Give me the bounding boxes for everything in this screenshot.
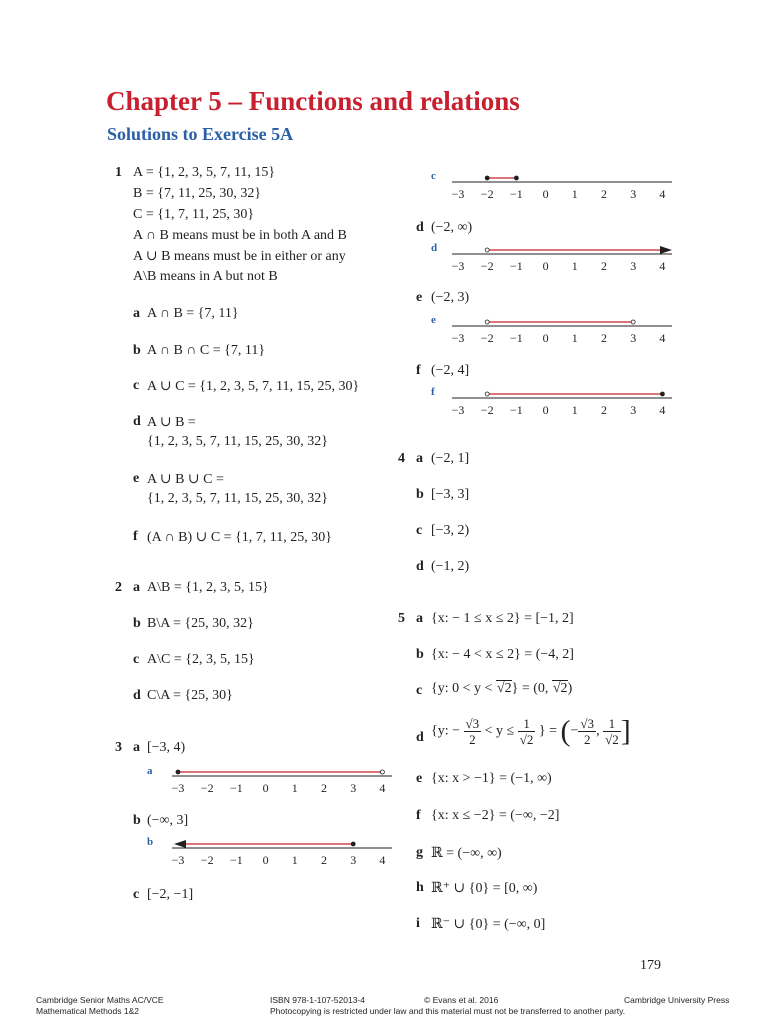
q3e-numberline-letter: e: [431, 314, 436, 326]
number-line-tick-label: 0: [542, 403, 549, 417]
q5a-label: a: [416, 611, 423, 626]
q3b-numberline-letter: b: [147, 836, 154, 848]
q5f-label: f: [416, 808, 421, 823]
q1-set-c: C = {1, 7, 11, 25, 30}: [133, 207, 255, 222]
number-line-tick-label: 3: [350, 781, 357, 795]
q3e-interval: (−2, 3): [431, 290, 470, 305]
q1-set-b: B = {7, 11, 25, 30, 32}: [133, 186, 262, 201]
footer-book-series: Cambridge Senior Maths AC/VCE: [36, 995, 164, 1005]
q5c-answer: {y: 0 < y < √2} = (0, √2): [431, 681, 573, 696]
number-line-tick-label: 1: [291, 781, 298, 795]
number-line-tick-label: −3: [171, 853, 185, 867]
q3e-number-line: [450, 310, 680, 348]
number-line-tick-label: 4: [659, 403, 666, 417]
q4b-answer: [−3, 3]: [431, 487, 470, 502]
number-line-tick-label: −3: [451, 259, 465, 273]
number-line-tick-label: −3: [451, 331, 465, 345]
number-line-tick-label: 4: [659, 187, 666, 201]
open-endpoint: [631, 320, 635, 324]
q3a-interval: [−3, 4): [147, 740, 186, 755]
q3a-label: a: [133, 740, 140, 755]
open-endpoint: [485, 392, 489, 396]
number-line-tick-label: 0: [262, 781, 269, 795]
footer-isbn: ISBN 978-1-107-52013-4: [270, 995, 365, 1005]
number-line-tick-label: −2: [480, 259, 494, 273]
q2c-answer: A\C = {2, 3, 5, 15}: [147, 652, 255, 667]
q4a-answer: (−2, 1]: [431, 451, 470, 466]
number-line-tick-label: 4: [659, 331, 666, 345]
q5d-fraction-2: $\frac{1}{√2}$: [519, 716, 534, 747]
q5d-fraction-1: $\frac{√3}{2}$: [465, 716, 480, 747]
q5i-label: i: [416, 916, 420, 931]
q1c-label: c: [133, 378, 140, 393]
q5g-answer: ℝ = (−∞, ∞): [431, 846, 502, 861]
chapter-title: Chapter 5 – Functions and relations: [106, 86, 520, 116]
q2a-label: a: [133, 580, 140, 595]
q3e-label: e: [416, 290, 423, 305]
q5d-answer: {y: − $\frac{√3}{2}$ < y ≤ $\frac{1}{√2}$ } = (− $\frac{√3}{2}$ , $\frac{1}{√2}$ ]: [431, 714, 631, 748]
q3f-numberline-letter: f: [431, 386, 435, 398]
number-line-tick-label: −3: [451, 187, 465, 201]
number-line-tick-label: −2: [200, 781, 214, 795]
q4b-label: b: [416, 487, 424, 502]
q3c-interval: [−2, −1]: [147, 887, 194, 902]
q3c-label: c: [133, 887, 140, 902]
number-line-tick-label: 2: [601, 331, 607, 345]
q2c-label: c: [133, 652, 140, 667]
q2b-answer: B\A = {25, 30, 32}: [147, 616, 254, 631]
footer-notice: Photocopying is restricted under law and this material must not be transferred to another party.: [270, 1006, 626, 1016]
q1-set-a: A = {1, 2, 3, 5, 7, 11, 15}: [133, 165, 276, 180]
q5h-label: h: [416, 880, 424, 895]
q1b-answer: A ∩ B ∩ C = {7, 11}: [147, 343, 266, 358]
question-number-3: 3: [115, 740, 122, 755]
number-line-tick-label: 2: [321, 781, 327, 795]
q4d-label: d: [416, 559, 424, 574]
q5g-label: g: [416, 845, 423, 860]
number-line-tick-label: 4: [379, 781, 386, 795]
q5d-fraction-3: $\frac{√3}{2}$: [580, 716, 595, 747]
q1d-answer-cont: {1, 2, 3, 5, 7, 11, 15, 25, 30, 32}: [147, 434, 328, 449]
number-line-tick-label: 1: [571, 259, 578, 273]
q1-note-union: A ∪ B means must be in either or any: [133, 249, 346, 264]
footer-copyright: © Evans et al. 2016: [424, 995, 499, 1005]
number-line-tick-label: 2: [601, 259, 607, 273]
number-line-tick-label: 0: [542, 259, 549, 273]
q2d-label: d: [133, 688, 141, 703]
q5f-answer: {x: x ≤ −2} = (−∞, −2]: [431, 808, 560, 823]
q1-note-difference: A\B means in A but not B: [133, 269, 278, 284]
number-line-tick-label: 3: [630, 403, 637, 417]
q1-note-intersection: A ∩ B means must be in both A and B: [133, 228, 347, 243]
q1f-answer: (A ∩ B) ∪ C = {1, 7, 11, 25, 30}: [147, 530, 332, 545]
closed-endpoint: [660, 392, 664, 396]
q3d-label: d: [416, 220, 424, 235]
number-line-tick-label: 2: [321, 853, 327, 867]
question-number-1: 1: [115, 165, 122, 180]
closed-endpoint: [351, 842, 355, 846]
q5d-fraction-4: $\frac{1}{√2}$: [605, 716, 619, 747]
q5c-sqrt-2: √2: [552, 681, 568, 696]
q1a-label: a: [133, 306, 140, 321]
open-endpoint: [380, 770, 384, 774]
number-line-tick-label: 1: [291, 853, 298, 867]
q3f-number-line: [450, 382, 680, 420]
number-line-tick-label: 1: [571, 331, 578, 345]
right-arrow-icon: [660, 246, 672, 254]
left-arrow-icon: [174, 840, 186, 848]
q3d-interval: (−2, ∞): [431, 220, 473, 235]
q3d-numberline-letter: d: [431, 242, 438, 254]
q1d-label: d: [133, 414, 141, 429]
q1f-label: f: [133, 529, 138, 544]
q3f-interval: (−2, 4]: [431, 363, 470, 378]
number-line-tick-label: 4: [379, 853, 386, 867]
number-line-tick-label: 3: [350, 853, 357, 867]
number-line-tick-label: −2: [480, 187, 494, 201]
closed-endpoint: [176, 770, 180, 774]
q1e-label: e: [133, 471, 140, 486]
number-line-tick-label: −1: [510, 403, 523, 417]
q5b-label: b: [416, 647, 424, 662]
q4d-answer: (−1, 2): [431, 559, 470, 574]
closed-endpoint: [514, 176, 518, 180]
number-line-tick-label: −1: [230, 853, 243, 867]
q2a-answer: A\B = {1, 2, 3, 5, 15}: [147, 580, 269, 595]
q3d-number-line: [450, 238, 680, 276]
question-number-4: 4: [398, 451, 405, 466]
q3f-label: f: [416, 363, 421, 378]
q1c-answer: A ∪ C = {1, 2, 3, 5, 7, 11, 15, 25, 30}: [147, 379, 360, 394]
q5e-label: e: [416, 771, 423, 786]
q1e-answer-cont: {1, 2, 3, 5, 7, 11, 15, 25, 30, 32}: [147, 491, 328, 506]
number-line-tick-label: 3: [630, 331, 637, 345]
q1a-answer: A ∩ B = {7, 11}: [147, 306, 239, 321]
q5b-answer: {x: − 4 < x ≤ 2} = (−4, 2]: [431, 647, 574, 662]
q3b-label: b: [133, 813, 141, 828]
footer-book-title: Mathematical Methods 1&2: [36, 1006, 139, 1016]
number-line-tick-label: 4: [659, 259, 666, 273]
number-line-tick-label: 1: [571, 187, 578, 201]
question-number-5: 5: [398, 611, 405, 626]
number-line-tick-label: −3: [171, 781, 185, 795]
q5i-answer: ℝ⁻ ∪ {0} = (−∞, 0]: [431, 917, 546, 932]
number-line-tick-label: −1: [510, 331, 523, 345]
q3a-numberline-letter: a: [147, 765, 153, 777]
question-number-2: 2: [115, 580, 122, 595]
q3c-numberline-letter: c: [431, 170, 436, 182]
number-line-tick-label: −3: [451, 403, 465, 417]
number-line-tick-label: 1: [571, 403, 578, 417]
number-line-tick-label: 0: [542, 331, 549, 345]
q5c-label: c: [416, 683, 423, 698]
q4c-label: c: [416, 523, 423, 538]
q1d-answer: A ∪ B =: [147, 415, 196, 430]
number-line-tick-label: 3: [630, 187, 637, 201]
closed-endpoint: [485, 176, 489, 180]
q5d-label: d: [416, 730, 424, 745]
q3b-number-line: [170, 832, 400, 870]
number-line-tick-label: −2: [480, 403, 494, 417]
q5h-answer: ℝ⁺ ∪ {0} = [0, ∞): [431, 881, 538, 896]
q3b-interval: (−∞, 3]: [147, 813, 189, 828]
number-line-tick-label: 0: [542, 187, 549, 201]
number-line-tick-label: −1: [230, 781, 243, 795]
open-endpoint: [485, 248, 489, 252]
open-endpoint: [485, 320, 489, 324]
footer-publisher: Cambridge University Press: [624, 995, 730, 1005]
q1b-label: b: [133, 343, 141, 358]
page-number: 179: [640, 958, 661, 973]
number-line-tick-label: −2: [200, 853, 214, 867]
q2b-label: b: [133, 616, 141, 631]
number-line-tick-label: −1: [510, 187, 523, 201]
q2d-answer: C\A = {25, 30}: [147, 688, 233, 703]
number-line-tick-label: 2: [601, 403, 607, 417]
number-line-tick-label: 0: [262, 853, 269, 867]
q3a-number-line: [170, 760, 400, 798]
q1e-answer: A ∪ B ∪ C =: [147, 472, 224, 487]
number-line-tick-label: 3: [630, 259, 637, 273]
q5c-sqrt-1: √2: [496, 681, 512, 696]
q4c-answer: [−3, 2): [431, 523, 470, 538]
q3c-number-line: [450, 166, 680, 204]
number-line-tick-label: −2: [480, 331, 494, 345]
number-line-tick-label: −1: [510, 259, 523, 273]
q4a-label: a: [416, 451, 423, 466]
q5a-answer: {x: − 1 ≤ x ≤ 2} = [−1, 2]: [431, 611, 574, 626]
exercise-title: Solutions to Exercise 5A: [107, 124, 294, 144]
number-line-tick-label: 2: [601, 187, 607, 201]
q5e-answer: {x: x > −1} = (−1, ∞): [431, 771, 552, 786]
